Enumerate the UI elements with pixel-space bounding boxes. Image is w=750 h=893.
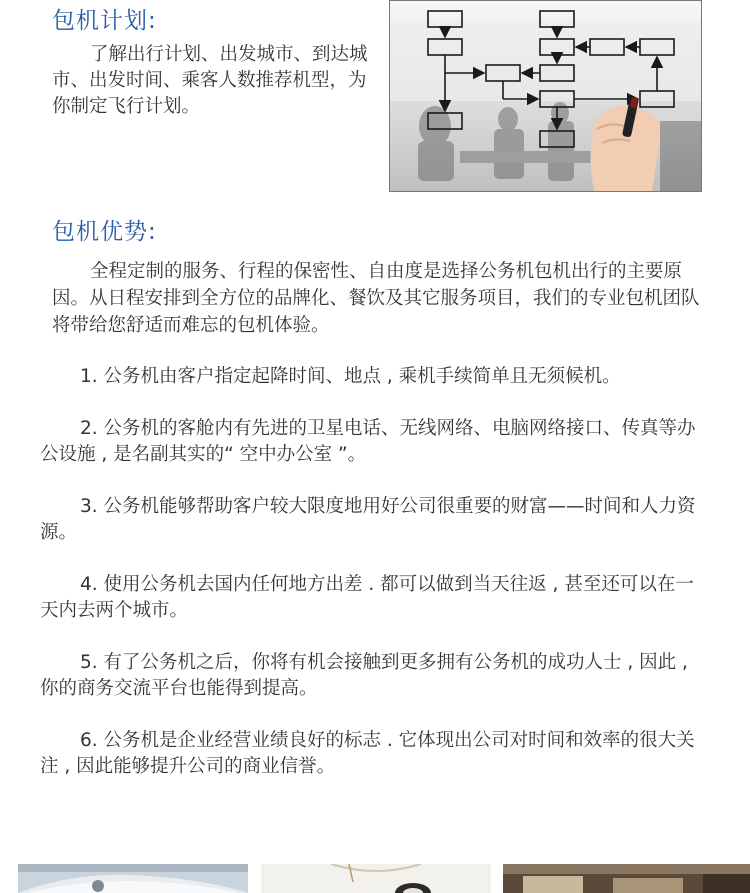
flowchart-hand-drawing-photo [389,0,702,192]
plan-description-text: 了解出行计划、出发城市、到达城市、出发时间、乘客人数推荐机型，为你制定飞行计划。 [52,44,368,117]
advantage-item [40,416,712,469]
advantage-item-text: 5. 有了公务机之后，你将有机会接触到更多拥有公务机的成功人士 , 因此 , 你的商务交流平台也能得到提高。 [40,651,688,699]
advantage-item-text: 3. 公务机能够帮助客户较大限度地用好公司很重要的财富——时间和人力资源。 [40,495,696,543]
plan-description [52,42,370,120]
jet-interior-photo [261,864,491,893]
advantage-list [40,364,712,806]
advantage-item [40,364,712,391]
advantage-heading: 包机优势: [52,219,157,245]
advantage-item-text: 6. 公务机是企业经营业绩良好的标志 . 它体现出公司对时间和效率的很大关注 , 因此能够提升公司的商业信誉。 [40,729,695,777]
jet-cabin-photo [503,864,750,893]
advantage-item [40,572,712,625]
advantage-intro [52,258,702,339]
jet-interior-illustration [261,864,491,893]
plan-heading: 包机计划: [52,8,157,34]
jet-exterior-illustration [18,864,248,893]
jet-cabin-illustration [503,864,750,893]
flowchart-illustration [390,1,702,192]
advantage-intro-text: 全程定制的服务、行程的保密性、自由度是选择公务机包机出行的主要原因。从日程安排到全方位的品牌化、餐饮及其它服务项目，我们的专业包机团队将带给您舒适而难忘的包机体验。 [52,261,700,336]
advantage-item [40,650,712,703]
advantage-item [40,728,712,781]
advantage-item-text: 1. 公务机由客户指定起降时间、地点 , 乘机手续简单且无须候机。 [80,366,621,387]
advantage-item-text: 4. 使用公务机去国内任何地方出差 . 都可以做到当天往返 , 甚至还可以在一天内去两个城市。 [40,573,694,621]
advantage-item [40,494,712,547]
jet-exterior-photo [18,864,248,893]
advantage-item-text: 2. 公务机的客舱内有先进的卫星电话、无线网络、电脑网络接口、传真等办公设施 , 是名副其实的“ 空中办公室 ”。 [40,417,696,465]
